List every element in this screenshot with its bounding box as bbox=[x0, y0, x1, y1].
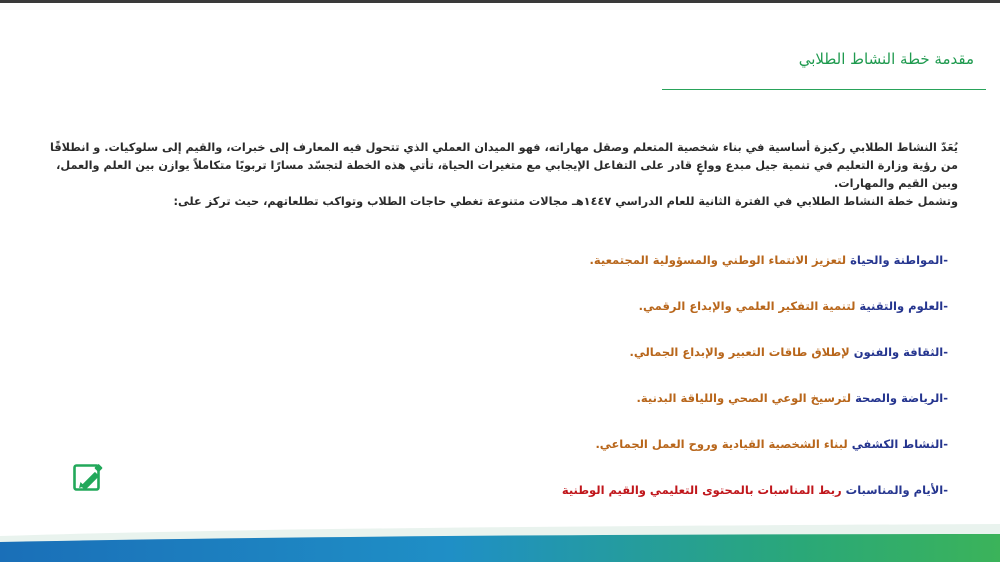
item-rest: لتنمية التفكير العلمي والإبداع الرقمي. bbox=[638, 299, 860, 313]
activity-domains-list bbox=[248, 253, 948, 529]
top-border-line bbox=[0, 0, 1000, 3]
edit-button[interactable] bbox=[72, 461, 105, 494]
footer-wave-graphic bbox=[0, 522, 1000, 562]
list-item-culture bbox=[248, 345, 948, 391]
item-rest: لتعزيز الانتماء الوطني والمسؤولية المجتمعية. bbox=[589, 253, 851, 267]
item-lead: -النشاط الكشفي bbox=[851, 437, 948, 451]
item-lead: -المواطنة والحياة bbox=[850, 253, 948, 267]
title-underline bbox=[662, 89, 986, 90]
intro-paragraph-2: وتشمل خطة النشاط الطلابي في الفترة الثانية للعام الدراسي ١٤٤٧هـ مجالات متنوعة تغطي حاجات الطلاب وتواكب تطلعاتهم، حيث تركز على: bbox=[173, 195, 958, 208]
item-lead: -العلوم والتقنية bbox=[859, 299, 948, 313]
item-lead: -الثقافة والفنون bbox=[853, 345, 948, 359]
item-rest: لبناء الشخصية القيادية وروح العمل الجماعي. bbox=[595, 437, 852, 451]
list-item-science bbox=[248, 299, 948, 345]
item-rest: ربط المناسبات بالمحتوى التعليمي والقيم الوطنية bbox=[561, 483, 846, 497]
footer-wave-band bbox=[0, 522, 1000, 562]
list-item-scouting bbox=[248, 437, 948, 483]
page-title: مقدمة خطة النشاط الطلابي bbox=[798, 50, 974, 68]
list-item-citizenship bbox=[248, 253, 948, 299]
item-lead: -الأيام والمناسبات bbox=[845, 483, 948, 497]
edit-icon bbox=[72, 461, 105, 494]
item-rest: لإطلاق طاقات التعبير والإبداع الجمالي. bbox=[629, 345, 854, 359]
intro-paragraph-1: يُعَدّ النشاط الطلابي ركيزة أساسية في بناء شخصية المتعلم وصقل مهاراته، فهو الميدان العملي الذي تتحول فيه المعارف إلى خبرات، والقيم إلى سلوكيات. و انطلاقًا من رؤية وزارة التعليم في تنمية جيل مبدع وواعٍ قادر على التفاعل الإيجابي مع متغيرات الحياة، تأتي هذه الخطة لتجسّد مسارًا تربويًا متكاملاً يوازن بين العلم والعمل، وبين القيم والمهارات. bbox=[50, 141, 958, 190]
item-lead: -الرياضة والصحة bbox=[855, 391, 948, 405]
intro-text bbox=[33, 139, 958, 211]
item-rest: لترسيخ الوعي الصحي واللياقة البدنية. bbox=[636, 391, 856, 405]
list-item-sports bbox=[248, 391, 948, 437]
